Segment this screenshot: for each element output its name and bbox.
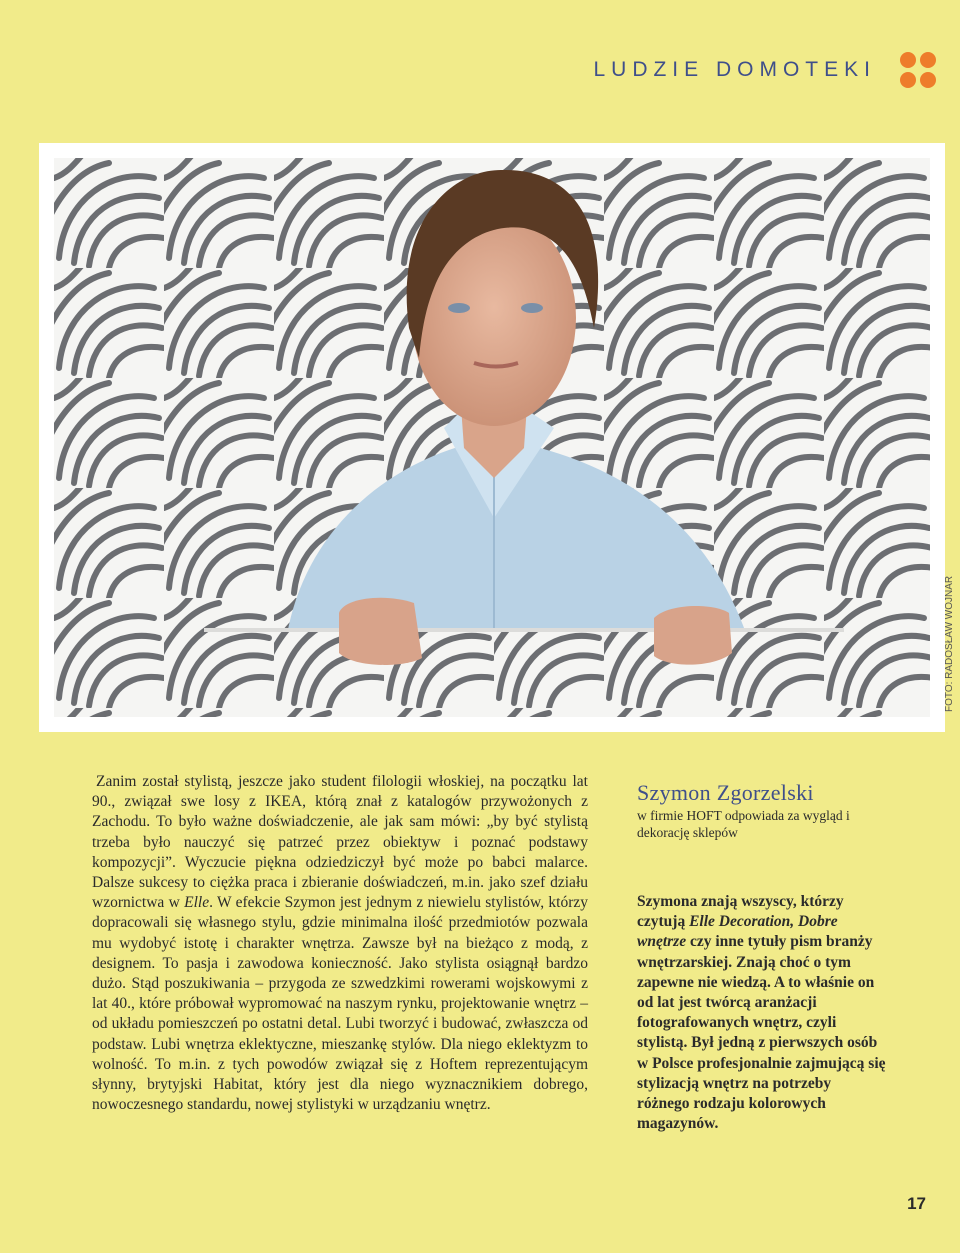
- article-text: Zanim został stylistą, jeszcze jako student filologii włoskiej, na początku lat 90., związał swe losy z IKEA, którą znał z katalogów przywożonych z Zachodu. To było ważne doświadczenie, ale jak sam mówi: „by być stylistą trzeba było nauczyć się patrzeć przez obiektyw i poznać podstawy kompozycji”. Wyczucie piękna odziedziczył być może po babci malarce. Dalsze sukcesy to ciężka praca i zbieranie doświadczeń, m.in. jako szef działu wzornictwa w: [92, 773, 588, 912]
- photo-credit: FOTO: RADOSŁAW WOJNAR: [944, 575, 955, 712]
- portrait-photo: [54, 158, 930, 717]
- page-number: 17: [907, 1194, 926, 1213]
- person-name: Szymon Zgorzelski: [637, 780, 814, 805]
- photo-frame: [39, 143, 945, 732]
- article-body: [92, 772, 588, 1115]
- article-text-continued: . W efekcie Szymon jest jednym z niewielu stylistów, którzy dopracowali się własnego stylu, gdzie minimalna ilość przedmiotów pozwala mu wydobyć istotę i charakter wnętrza. Zawsze był na bieżąco z modą, z designem. To pasja i zawodowa konieczność. Jako stylista osiągnął bardzo dużo. Stąd poszukiwania – przygoda ze szwedzkimi rowerami wojskowymi z lat 40., które próbował wypromować na naszym rynku, projektowanie wnętrz – od układu pomieszczeń po ostatni detal. Lubi tworzyć i budować, zwłaszcza od podstaw. Lubi wnętrza eklektyczne, mieszankę stylów. Dla niego eklektyzm to wolność. To m.in. z tych powodów związał się z Hoftem reprezentującym słynny, brytyjski Habitat, który jest dla niego wyznacznikiem dobrego, nowoczesnego standardu, nowej stylistyki w urządzaniu wnętrz.: [92, 894, 588, 1114]
- person-role: w firmie HOFT odpowiada za wygląd i dekorację sklepów: [637, 808, 850, 840]
- article-emphasis: Elle: [184, 894, 210, 912]
- lead-text-continued: czy inne tytuły pism branży wnętrzarskiej. Znają choć o tym zapewne nie wiedzą. A to właśnie on od lat jest twórcą aranżacji fotografowanych wnętrz, czyli stylistą. Był jedną z pierwszych osób w Polsce profesjonalnie zajmującą się stylizacją wnętrz na potrzeby różnego rodzaju kolorowych magazynów.: [637, 933, 886, 1133]
- lead-emphasis: Elle Decoration, Dobre wnętrze: [637, 913, 838, 951]
- section-header: LUDZIE DOMOTEKI: [593, 58, 876, 81]
- lead-text: Szymona znają wszyscy, którzy czytują: [637, 893, 844, 931]
- domoteka-logo-icon: [900, 52, 938, 90]
- lead-paragraph: [637, 892, 887, 1134]
